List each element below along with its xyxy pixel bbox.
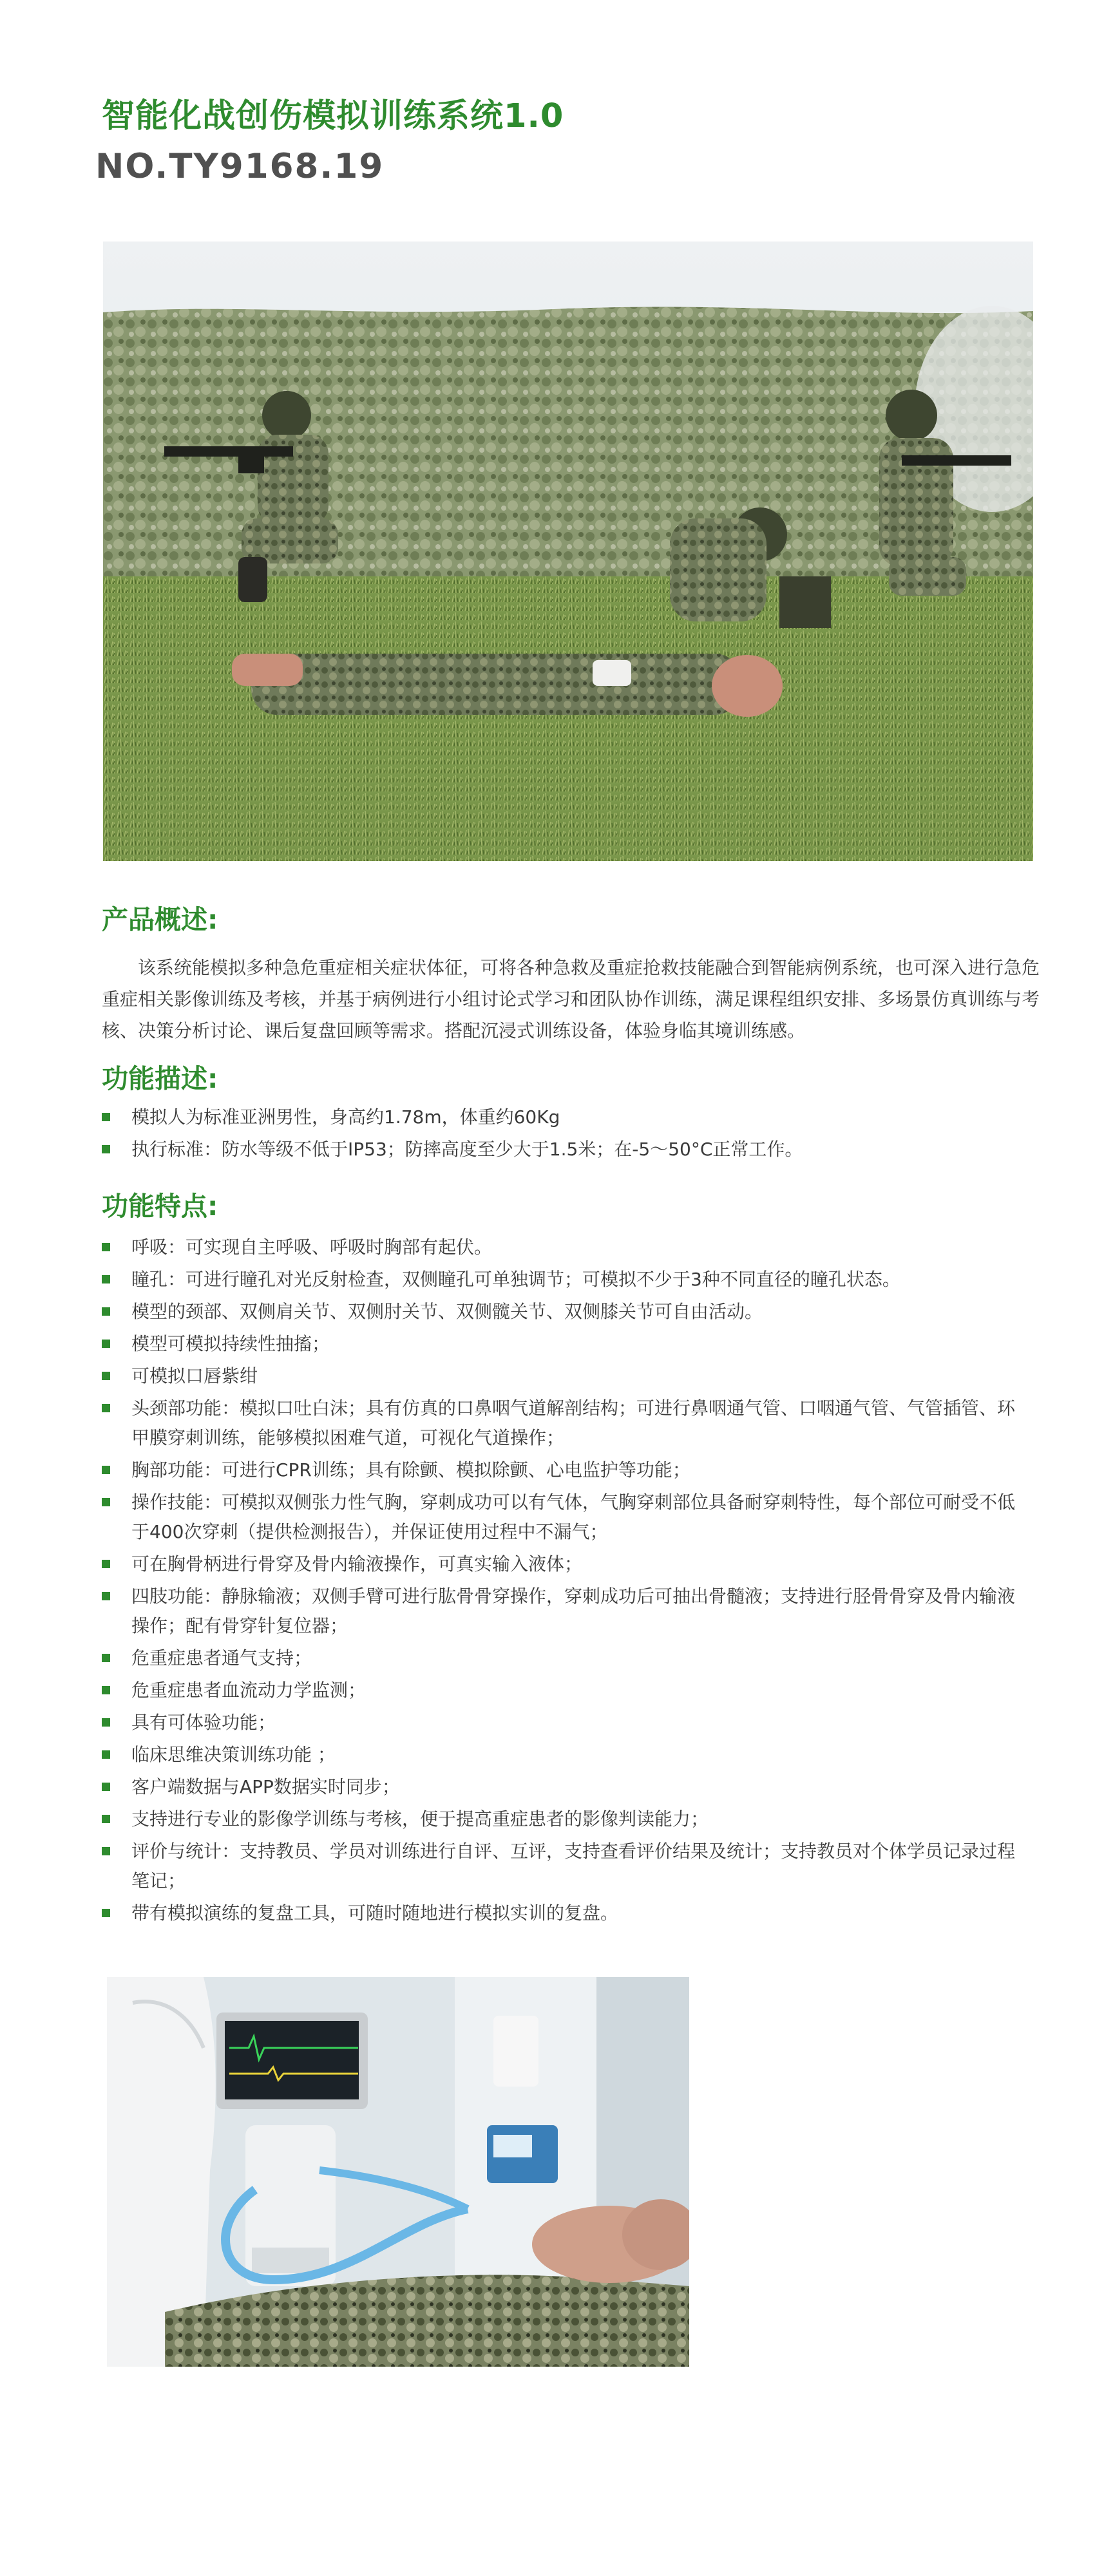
list-item: 危重症患者血流动力学监测； — [102, 1676, 1029, 1705]
bullet-icon — [102, 1909, 110, 1917]
bullet-icon — [102, 1113, 110, 1121]
list-item: 客户端数据与APP数据实时同步； — [102, 1772, 1029, 1802]
features-list — [102, 1233, 1029, 1931]
description-heading: 功能描述: — [102, 1063, 218, 1094]
bullet-icon — [102, 1466, 110, 1474]
list-item: 操作技能：可模拟双侧张力性气胸，穿刺成功可以有气体，气胸穿刺部位具备耐穿刺特性，每个部位可耐受不低于400次穿刺（提供检测报告），并保证使用过程中不漏气； — [102, 1488, 1029, 1547]
bullet-icon — [102, 1498, 110, 1506]
bullet-icon — [102, 1404, 110, 1412]
bullet-icon — [102, 1686, 110, 1694]
bullet-icon — [102, 1560, 110, 1568]
model-number: NO.TY9168.19 — [95, 147, 385, 186]
bullet-icon — [102, 1847, 110, 1855]
list-item: 瞳孔：可进行瞳孔对光反射检查，双侧瞳孔可单独调节；可模拟不少于3种不同直径的瞳孔状态。 — [102, 1265, 1029, 1294]
list-item: 胸部功能：可进行CPR训练；具有除颤、模拟除颤、心电监护等功能； — [102, 1455, 1029, 1485]
bullet-icon — [102, 1243, 110, 1251]
features-heading: 功能特点: — [102, 1191, 218, 1222]
list-item: 临床思维决策训练功能 ； — [102, 1740, 1029, 1770]
bullet-icon — [102, 1783, 110, 1791]
list-item: 具有可体验功能； — [102, 1708, 1029, 1738]
bullet-icon — [102, 1307, 110, 1316]
overview-heading: 产品概述: — [102, 904, 218, 935]
list-item: 危重症患者通气支持； — [102, 1643, 1029, 1673]
field-training-photo — [103, 242, 1033, 861]
list-item: 支持进行专业的影像学训练与考核，便于提高重症患者的影像判读能力； — [102, 1804, 1029, 1834]
list-item: 呼吸：可实现自主呼吸、呼吸时胸部有起伏。 — [102, 1233, 1029, 1262]
bullet-icon — [102, 1340, 110, 1348]
bullet-icon — [102, 1372, 110, 1380]
bullet-icon — [102, 1815, 110, 1823]
list-item: 模型可模拟持续性抽搐； — [102, 1329, 1029, 1359]
list-item: 头颈部功能：模拟口吐白沫；具有仿真的口鼻咽气道解剖结构；可进行鼻咽通气管、口咽通气管、气管插管、环甲膜穿刺训练，能够模拟困难气道，可视化气道操作； — [102, 1394, 1029, 1453]
bullet-icon — [102, 1592, 110, 1600]
list-item: 可在胸骨柄进行骨穿及骨内输液操作，可真实输入液体； — [102, 1549, 1029, 1579]
bullet-icon — [102, 1750, 110, 1759]
bullet-icon — [102, 1654, 110, 1662]
clinical-room-photo — [107, 1977, 689, 2367]
list-item: 评价与统计：支持教员、学员对训练进行自评、互评，支持查看评价结果及统计；支持教员对个体学员记录过程笔记； — [102, 1837, 1029, 1896]
description-list — [102, 1103, 1029, 1167]
overview-text: 该系统能模拟多种急危重症相关症状体征，可将各种急救及重症抢救技能融合到智能病例系统，也可深入进行急危重症相关影像训练及考核，并基于病例进行小组讨论式学习和团队协作训练，满足课程组织安排、多场景仿真训练与考核、决策分析讨论、课后复盘回顾等需求。搭配沉浸式训练设备，体验身临其境训练感。 — [102, 957, 1040, 1041]
list-item: 模拟人为标准亚洲男性，身高约1.78m，体重约60Kg — [102, 1103, 1029, 1132]
list-item: 带有模拟演练的复盘工具，可随时随地进行模拟实训的复盘。 — [102, 1899, 1029, 1928]
list-item: 可模拟口唇紫绀 — [102, 1361, 1029, 1391]
list-item: 模型的颈部、双侧肩关节、双侧肘关节、双侧髋关节、双侧膝关节可自由活动。 — [102, 1297, 1029, 1327]
bullet-icon — [102, 1145, 110, 1153]
bullet-icon — [102, 1718, 110, 1727]
list-item: 执行标准：防水等级不低于IP53；防摔高度至少大于1.5米；在-5～50°C正常工作。 — [102, 1135, 1029, 1164]
list-item: 四肢功能：静脉输液；双侧手臂可进行肱骨骨穿操作，穿刺成功后可抽出骨髓液；支持进行胫骨骨穿及骨内输液操作；配有骨穿针复位器； — [102, 1582, 1029, 1641]
bullet-icon — [102, 1275, 110, 1283]
page-title: 智能化战创伤模拟训练系统1.0 — [102, 97, 564, 135]
